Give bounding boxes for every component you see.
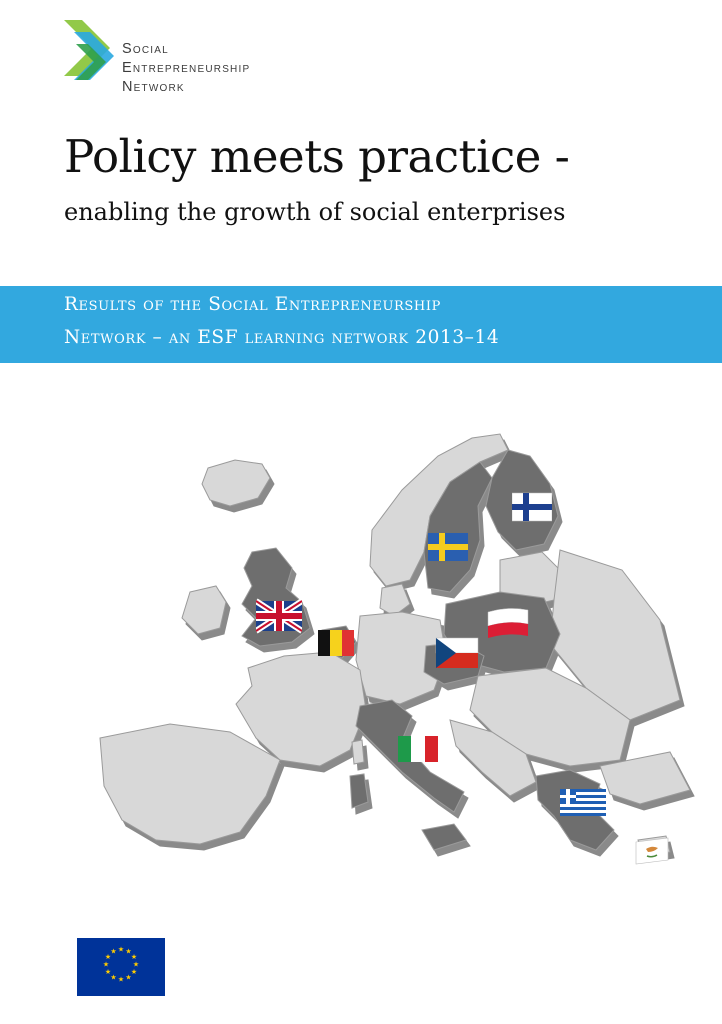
banner-line-2: Network – an ESF learning network 2013–14 <box>64 327 500 348</box>
svg-text:★: ★ <box>130 968 138 976</box>
sardinia-shape <box>350 774 368 808</box>
banner-line-1: Results of the Social Entrepreneurship <box>64 294 441 315</box>
eu-flag-icon <box>77 938 165 996</box>
logo-line-social: Social <box>122 41 169 57</box>
svg-text:★: ★ <box>125 947 132 956</box>
sen-logo-icon <box>62 18 122 98</box>
poland-flag-icon <box>486 604 530 640</box>
svg-text:★: ★ <box>117 945 125 954</box>
svg-text:★: ★ <box>125 973 132 982</box>
svg-text:★: ★ <box>130 953 138 961</box>
sweden-flag-icon <box>428 532 468 562</box>
iberia-shape <box>100 724 280 844</box>
italy-flag-icon <box>398 734 438 764</box>
svg-text:★: ★ <box>117 975 125 984</box>
logo-line-entrepreneurship: Entrepreneurship <box>122 60 251 76</box>
svg-text:★: ★ <box>104 968 112 976</box>
svg-text:★: ★ <box>104 953 112 961</box>
corsica-shape <box>352 740 364 764</box>
results-banner <box>0 286 722 363</box>
czech-flag-icon <box>434 636 480 670</box>
page-title: Policy meets practice - <box>64 130 570 183</box>
logo-line-network: Network <box>122 79 185 95</box>
greece-flag-icon <box>560 788 606 818</box>
uk-flag-icon <box>256 598 302 634</box>
svg-text:★: ★ <box>110 947 117 956</box>
page-subtitle: enabling the growth of social enterprises <box>64 198 566 226</box>
sen-logo <box>62 18 322 108</box>
denmark-shape <box>380 584 410 616</box>
europe-map <box>30 420 710 900</box>
cyprus-flag-icon <box>634 836 670 866</box>
svg-text:★: ★ <box>110 973 117 982</box>
belgium-flag-icon <box>318 628 354 658</box>
finland-flag-icon <box>512 492 552 522</box>
svg-text:★: ★ <box>102 960 110 969</box>
sicily-shape <box>422 824 466 850</box>
iceland-shape <box>202 460 270 506</box>
svg-text:★: ★ <box>132 960 140 969</box>
ireland-shape <box>182 586 226 634</box>
